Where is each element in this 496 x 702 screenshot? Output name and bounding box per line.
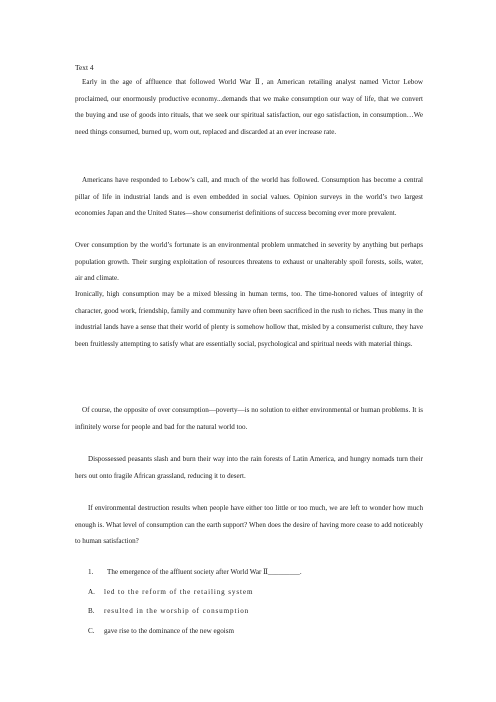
question-number: 1.	[88, 568, 94, 576]
paragraph-1: Early in the age of affluence that followed World War Ⅱ, an American retailing analyst named Victor Lebow proclaimed, our enormously productive economy...demands that we make consumption our way of life, that we convert the buying and use of goods into rituals, that we seek our spiritual satisfaction, our ego satisfaction, in consumption…We need things consumed, burned up, worn out, replaced and discarded at an ever increase rate.	[75, 78, 423, 136]
option-letter: B.	[88, 607, 95, 615]
paragraph-2: Americans have responded to Lebow’s call, and much of the world has followed. Consumption has become a central pillar of life in industrial lands and is even embedded in social values. Opinion surveys in the world’s two largest economies Japan and the United States—show consumerist definitions of success becoming ever more prevalent.	[75, 176, 423, 218]
option-text: led to the reform of the retailing system	[104, 588, 254, 596]
option-c	[88, 626, 234, 636]
option-text: resulted in the worship of consumption	[104, 607, 250, 615]
paragraph-6: Dispossessed peasants slash and burn their way into the rain forests of Latin America, and hungry nomads turn their hers out onto fragile African grassland, reducing it to desert.	[75, 455, 423, 480]
option-b	[88, 606, 249, 616]
option-text: gave rise to the dominance of the new egoism	[104, 627, 235, 635]
question-text: The emergence of the affluent society after World War Ⅱ_________.	[107, 568, 302, 576]
document-title: Text 4	[75, 63, 94, 72]
option-letter: C.	[88, 627, 95, 635]
option-letter: A.	[88, 588, 95, 596]
question-1	[88, 567, 302, 577]
paragraph-4: Ironically, high consumption may be a mixed blessing in human terms, too. The time-honored values of integrity of character, good work, friendship, family and community have often been sacrificed in the rush to riches. Thus many in the industrial lands have a sense that their world of plenty is somehow hollow that, misled by a consumerist culture, they have been fruitlessly attempting to satisfy what are essentially social, psychological and spiritual needs with material things.	[75, 290, 423, 348]
option-a	[88, 587, 253, 597]
paragraph-7: If environmental destruction results when people have either too little or too much, we are left to wonder how much enough is. What level of consumption can the earth support? When does the desire of having more cease to add noticeably to human satisfaction?	[75, 504, 423, 546]
paragraph-3: Over consumption by the world’s fortunate is an environmental problem unmatched in severity by anything but perhaps population growth. Their surging exploitation of resources threatens to exhaust or unalterably spoil forests, soils, water, air and climate.	[75, 241, 423, 283]
paragraph-5: Of course, the opposite of over consumption—poverty—is no solution to either environmental or human problems. It is infinitely worse for people and bad for the natural world too.	[75, 406, 423, 431]
